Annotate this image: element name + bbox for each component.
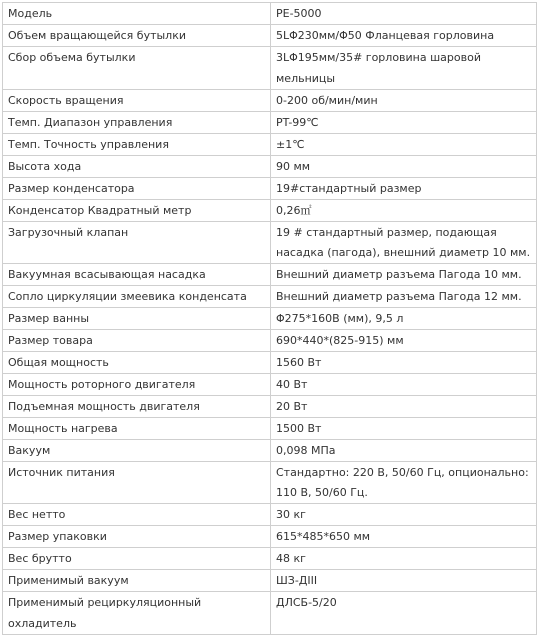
spec-value: Φ275*160В (мм), 9,5 л [271,308,537,330]
spec-label: Применимый рециркуляционный охладитель [3,592,271,635]
spec-value: Внешний диаметр разъема Пагода 12 мм. [271,286,537,308]
spec-value: 3LΦ195мм/35# горловина шаровой мельницы [271,47,537,90]
spec-label: Общая мощность [3,352,271,374]
table-row [3,3,537,25]
spec-value: 690*440*(825-915) мм [271,330,537,352]
spec-label: Сбор объема бутылки [3,47,271,90]
spec-value: PE-5000 [271,3,537,25]
table-row [3,548,537,570]
table-row [3,286,537,308]
table-row [3,112,537,134]
table-row [3,592,537,635]
spec-value: 20 Вт [271,396,537,418]
spec-table [2,2,537,635]
spec-label: Размер товара [3,330,271,352]
spec-label: Темп. Диапазон управления [3,112,271,134]
spec-value: ШЗ-ДIII [271,570,537,592]
spec-label: Размер упаковки [3,526,271,548]
spec-label: Сопло циркуляции змеевика конденсата [3,286,271,308]
table-row [3,526,537,548]
spec-value: 615*485*650 мм [271,526,537,548]
spec-value: ДЛСБ-5/20 [271,592,537,635]
table-row [3,25,537,47]
spec-value: 19 # стандартный размер, подающая насадка (пагода), внешний диаметр 10 мм. [271,222,537,264]
spec-label: Вакуумная всасывающая насадка [3,264,271,286]
spec-label: Вакуум [3,440,271,462]
spec-label: Мощность роторного двигателя [3,374,271,396]
spec-label: Скорость вращения [3,90,271,112]
spec-label: Конденсатор Квадратный метр [3,200,271,222]
table-row [3,504,537,526]
table-row [3,90,537,112]
spec-value: 90 мм [271,156,537,178]
spec-label: Вес брутто [3,548,271,570]
spec-value: ±1℃ [271,134,537,156]
spec-value: 19#стандартный размер [271,178,537,200]
spec-label: Размер ванны [3,308,271,330]
spec-label: Подъемная мощность двигателя [3,396,271,418]
spec-label: Объем вращающейся бутылки [3,25,271,47]
spec-value: 30 кг [271,504,537,526]
table-row [3,308,537,330]
spec-label: Загрузочный клапан [3,222,271,264]
table-row [3,134,537,156]
spec-value: 48 кг [271,548,537,570]
table-row [3,222,537,264]
spec-label: Темп. Точность управления [3,134,271,156]
table-row [3,396,537,418]
table-row [3,264,537,286]
table-row [3,352,537,374]
spec-value: Стандартно: 220 В, 50/60 Гц, опционально: 110 В, 50/60 Гц. [271,462,537,504]
spec-value: 40 Вт [271,374,537,396]
table-row [3,570,537,592]
table-row [3,47,537,90]
spec-value: 1560 Вт [271,352,537,374]
spec-value: 5LΦ230мм/Φ50 Фланцевая горловина [271,25,537,47]
spec-value: 0,26㎡ [271,200,537,222]
table-row [3,178,537,200]
spec-label: Модель [3,3,271,25]
spec-label: Мощность нагрева [3,418,271,440]
table-row [3,418,537,440]
spec-value: Внешний диаметр разъема Пагода 10 мм. [271,264,537,286]
spec-label: Источник питания [3,462,271,504]
table-row [3,156,537,178]
spec-label: Применимый вакуум [3,570,271,592]
spec-value: PT-99℃ [271,112,537,134]
spec-label: Вес нетто [3,504,271,526]
table-row [3,462,537,504]
table-row [3,200,537,222]
spec-value: 0,098 МПа [271,440,537,462]
spec-label: Размер конденсатора [3,178,271,200]
spec-label: Высота хода [3,156,271,178]
table-row [3,330,537,352]
table-row [3,440,537,462]
spec-value: 0-200 об/мин/мин [271,90,537,112]
table-row [3,374,537,396]
spec-value: 1500 Вт [271,418,537,440]
